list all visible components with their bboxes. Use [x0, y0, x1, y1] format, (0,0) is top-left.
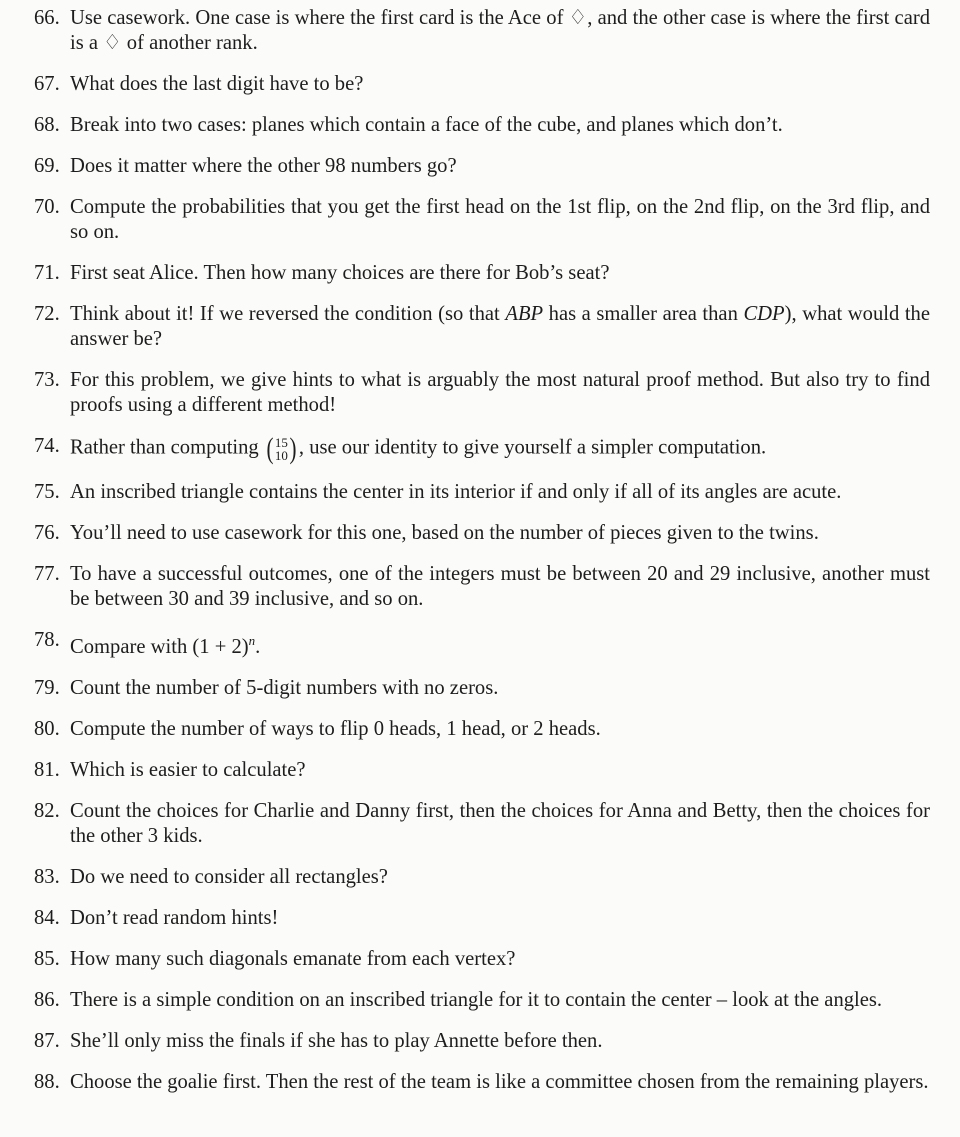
- hint-number: 76.: [34, 522, 60, 544]
- hint-item-66: [34, 6, 930, 56]
- hint-item-88: [34, 1070, 930, 1095]
- hint-text-part: .: [255, 635, 261, 658]
- hint-text-part: has a smaller area than: [543, 303, 744, 325]
- hint-text: Count the choices for Charlie and Danny first, then the choices for Anna and Betty, then the choices for the other 3 kids.: [70, 799, 930, 847]
- hint-number: 75.: [34, 481, 60, 503]
- hint-item-86: [34, 988, 930, 1013]
- hint-text: Count the number of 5-digit numbers with no zeros.: [70, 676, 499, 699]
- hint-text-part: ), what would the answer be?: [70, 303, 930, 350]
- hint-item-78: [34, 628, 930, 660]
- hint-number: 72.: [34, 303, 60, 325]
- hint-number: 85.: [34, 947, 60, 970]
- hint-number: 82.: [34, 799, 60, 822]
- hint-text: [70, 628, 930, 660]
- hint-number: 88.: [34, 1070, 60, 1093]
- hint-number: 67.: [34, 73, 60, 95]
- binomial-coefficient: [265, 434, 298, 464]
- hint-text-part: , use our identity to give yourself a simpler computation.: [298, 436, 767, 459]
- triangle-abp-label: ABP: [505, 303, 544, 325]
- hint-item-87: [34, 1029, 930, 1054]
- hint-text: Do we need to consider all rectangles?: [70, 865, 388, 888]
- hint-number: 84.: [34, 906, 60, 929]
- hint-item-76: [34, 521, 930, 546]
- hint-item-69: [34, 154, 930, 179]
- hint-item-70: [34, 195, 930, 245]
- hint-text: Which is easier to calculate?: [70, 758, 306, 781]
- binomial-bottom: 10: [274, 448, 288, 463]
- hint-text: Does it matter where the other 98 numbers go?: [70, 155, 457, 177]
- exponent-n: n: [248, 633, 256, 648]
- hint-text: Choose the goalie first. Then the rest of the team is like a committee chosen from the remaining players.: [70, 1070, 929, 1093]
- hint-text: For this problem, we give hints to what is arguably the most natural proof method. But also try to find proofs using a different method!: [70, 369, 930, 416]
- hint-number: 87.: [34, 1029, 60, 1052]
- hint-text: An inscribed triangle contains the center in its interior if and only if all of its angles are acute.: [70, 481, 842, 503]
- hint-item-74: [34, 434, 930, 464]
- hint-text: She’ll only miss the finals if she has to play Annette before then.: [70, 1029, 603, 1052]
- hint-item-85: [34, 947, 930, 972]
- hint-item-67: [34, 72, 930, 97]
- hint-number: 68.: [34, 114, 60, 136]
- hint-number: 78.: [34, 629, 60, 651]
- hint-text: What does the last digit have to be?: [70, 73, 364, 95]
- hint-text: Compute the number of ways to flip 0 heads, 1 head, or 2 heads.: [70, 717, 601, 740]
- left-paren: (: [266, 432, 274, 465]
- triangle-cdp-label: CDP: [743, 303, 785, 325]
- hint-text: Compute the probabilities that you get the first head on the 1st flip, on the 2nd flip, on the 3rd flip, and so on.: [70, 196, 930, 243]
- hint-item-68: [34, 113, 930, 138]
- hint-text: [70, 302, 930, 352]
- hint-text-part: Think about it! If we reversed the condition (so that: [70, 303, 506, 325]
- hint-number: 80.: [34, 717, 60, 740]
- binomial-top: 15: [274, 435, 288, 450]
- hint-text: Don’t read random hints!: [70, 906, 279, 929]
- hint-text: There is a simple condition on an inscribed triangle for it to contain the center – look at the angles.: [70, 988, 883, 1011]
- hint-number: 81.: [34, 758, 60, 781]
- hint-text-part: Rather than computing: [70, 436, 264, 459]
- hint-number: 71.: [34, 262, 60, 284]
- right-paren: ): [289, 432, 297, 465]
- hint-item-80: [34, 717, 930, 742]
- hint-text: How many such diagonals emanate from each vertex?: [70, 947, 516, 970]
- hint-item-84: [34, 906, 930, 931]
- hint-text: You’ll need to use casework for this one, based on the number of pieces given to the twins.: [70, 522, 819, 544]
- hint-text-part: Compare with (1 + 2): [70, 635, 249, 658]
- hint-number: 66.: [34, 7, 60, 29]
- binomial-stack: [275, 436, 288, 462]
- hint-text: Break into two cases: planes which contain a face of the cube, and planes which don’t.: [70, 114, 783, 136]
- hint-item-72: [34, 302, 930, 352]
- hint-item-79: [34, 676, 930, 701]
- hint-number: 69.: [34, 155, 60, 177]
- hint-item-77: [34, 562, 930, 612]
- hint-text: First seat Alice. Then how many choices are there for Bob’s seat?: [70, 262, 610, 284]
- hint-number: 86.: [34, 988, 60, 1011]
- hint-item-75: [34, 480, 930, 505]
- hint-number: 74.: [34, 435, 60, 457]
- hint-number: 79.: [34, 676, 60, 699]
- hint-text: Use casework. One case is where the first card is the Ace of ♢, and the other case is where the first card is a ♢ of another rank.: [70, 7, 930, 54]
- hint-item-71: [34, 261, 930, 286]
- hint-number: 83.: [34, 865, 60, 888]
- hint-text: To have a successful outcomes, one of the integers must be between 20 and 29 inclusive, another must be between 30 and 39 inclusive, and so on.: [70, 563, 930, 610]
- hint-item-82: [34, 799, 930, 849]
- hint-number: 77.: [34, 563, 60, 585]
- hint-item-81: [34, 758, 930, 783]
- hint-list: [34, 6, 930, 1095]
- hint-item-83: [34, 865, 930, 890]
- hint-item-73: [34, 368, 930, 418]
- hint-number: 73.: [34, 369, 60, 391]
- hint-text: [70, 434, 930, 464]
- hint-number: 70.: [34, 196, 60, 218]
